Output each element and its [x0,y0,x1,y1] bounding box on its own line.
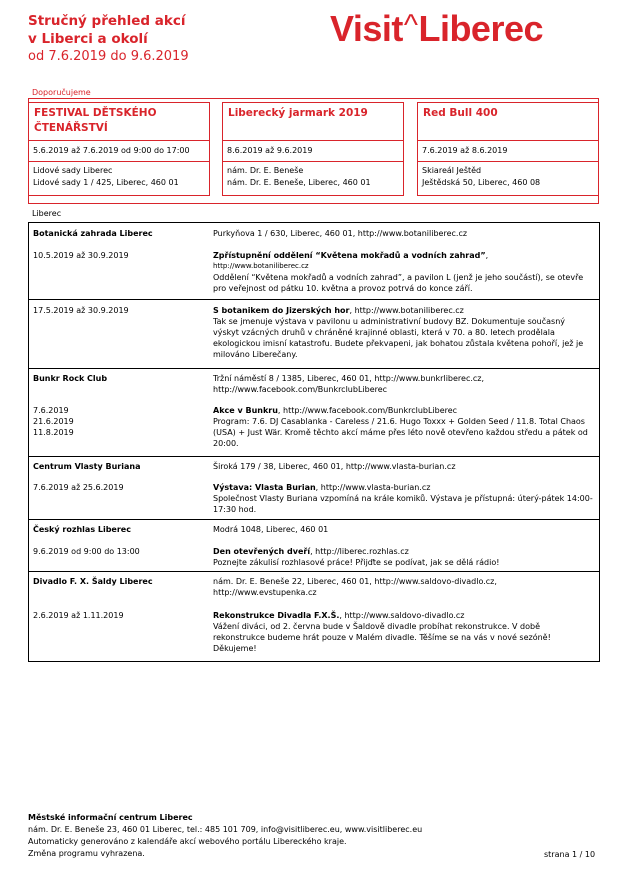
event-date: 21.6.2019 [33,417,74,426]
event-description [213,405,593,449]
card-place-address: nám. Dr. E. Beneše, Liberec, 460 01 [227,178,371,187]
card-place-address: Lidové sady 1 / 425, Liberec, 460 01 [33,178,179,187]
event-text: Program: 7.6. DJ Casablanka - Careless / 21.6. Hugo Toxxx + Golden Seed / 11.8. Total Chaos (USA) + Just Wär. Kromě těchto akcí máme přes léto nově otevřeno každou středu a pátek od 20:00. [213,417,588,448]
footer-contact: nám. Dr. E. Beneše 23, 460 01 Liberec, tel.: 485 101 709, info@visitliberec.eu, www.visitliberec.eu [28,825,423,834]
event-text: Poznejte zákulisí rozhlasové práce! Přijďte se podívat, jak se dělá rádio! [213,558,500,567]
footer-generated-note: Automaticky generováno z kalendáře akcí webového portálu Libereckého kraje. [28,837,347,846]
card-place-name: nám. Dr. E. Beneše [227,166,304,175]
event-title: Výstava: Vlasta Burian [213,483,316,492]
page-number: strana 1 / 10 [544,850,596,859]
recommended-label: Doporučujeme [32,88,91,97]
venue-divider [29,571,599,572]
events-table [28,222,600,662]
document-footer [28,812,422,860]
row-divider [29,299,599,300]
event-date: 11.8.2019 [33,428,74,437]
event-date: 9.6.2019 od 9:00 do 13:00 [33,547,140,556]
recommended-card-festival [28,102,210,196]
card-place [33,165,179,189]
event-link: , http://www.botaniliberec.cz [349,306,464,315]
card-place-name: Lidové sady Liberec [33,166,113,175]
document-header [28,12,189,66]
venue-name: Centrum Vlasty Buriana [33,462,141,471]
card-place [227,165,371,189]
card-place-address: Ještědská 50, Liberec, 460 08 [422,178,541,187]
logo-text-visit: Visit [330,8,403,49]
venue-address: Purkyňova 1 / 630, Liberec, 460 01, http://www.botaniliberec.cz [213,229,468,238]
event-date: 10.5.2019 až 30.9.2019 [33,251,129,260]
venue-address: nám. Dr. E. Beneše 22, Liberec, 460 01, http://www.saldovo-divadlo.cz, http://www.evstupenka.cz [213,577,497,597]
card-date: 8.6.2019 až 9.6.2019 [223,140,403,162]
venue-address: Široká 179 / 38, Liberec, 460 01, http://www.vlasta-burian.cz [213,462,456,471]
venue-name: Divadlo F. X. Šaldy Liberec [33,577,153,586]
event-link: , http://www.vlasta-burian.cz [315,483,431,492]
venue-name: Bunkr Rock Club [33,374,108,383]
card-place [422,165,540,189]
event-title: S botanikem do Jizerských hor [213,306,350,315]
event-title: Den otevřených dveří [213,547,311,556]
card-title: FESTIVAL DĚTSKÉHO ČTENÁŘSTVÍ [34,107,157,134]
header-title-line2: v Liberci a okolí [28,31,148,47]
venue-divider [29,368,599,369]
event-text: Společnost Vlasty Buriana vzpomíná na krále komiků. Výstava je přístupná: úterý-pátek 14:00-17:30 hod. [213,494,593,514]
venue-name: Český rozhlas Liberec [33,525,131,534]
event-description [213,305,593,360]
event-link: , http://www.saldovo-divadlo.cz [339,611,465,620]
event-title: Akce v Bunkru [213,406,278,415]
event-date: 7.6.2019 až 25.6.2019 [33,483,124,492]
event-link: , http://liberec.rozhlas.cz [310,547,409,556]
recommended-card-redbull [417,102,599,196]
card-place-name: Skiareál Ještěd [422,166,482,175]
logo-caret-icon: ^ [403,9,418,42]
venue-name: Botanická zahrada Liberec [33,229,153,238]
event-text: Tak se jmenuje výstava v pavilonu u administrativní budovy BZ. Dokumentuje současný výskyt vzácných druhů v chráněné krajinné oblasti, která v 70. a 80. letech prodělala ekologickou imisní katastrofu. Budete překvapeni, jak bohatou zůstala květena pohoří, jež je milováno Liberečany. [213,317,584,359]
event-description [213,610,593,654]
card-title: Liberecký jarmark 2019 [228,107,368,119]
venue-address: Tržní náměstí 8 / 1385, Liberec, 460 01, http://www.bunkrliberec.cz, http://www.facebook.com/BunkrclubLiberec [213,374,485,394]
event-description [213,482,593,515]
logo-text-liberec: Liberec [418,8,544,49]
event-date: 2.6.2019 až 1.11.2019 [33,611,124,620]
venue-address: Modrá 1048, Liberec, 460 01 [213,525,329,534]
header-title-line1: Stručný přehled akcí [28,13,186,29]
event-title: Rekonstrukce Divadla F.X.Š. [213,611,340,620]
city-label: Liberec [32,209,62,218]
event-description: Zpřístupnění oddělení “Květena mokřadů a vodních zahrad”, http://www.botaniliberec.cz Oddělení “Květena mokřadů a vodních zahrad”, a pavilon L (jenž je jeho součástí), se otevře pro veřejnost od pátku 10. května a provoz potrvá do konce září. [213,250,593,294]
event-date: 7.6.2019 [33,406,69,415]
event-dates [33,405,74,438]
event-title: Zpřístupnění oddělení “Květena mokřadů a vodních zahrad” [213,251,486,260]
event-text: Vážení diváci, od 2. června bude v Šaldově divadle probíhat rekonstrukce. V době rekonstrukce budeme hrát pouze v Malém divadle. Těšíme se na vás v nové sezóně! Děkujeme! [213,622,551,653]
venue-divider [29,519,599,520]
event-text: Oddělení “Květena mokřadů a vodních zahrad”, a pavilon L (jenž je jeho součástí), se otevře pro veřejnost od pátku 10. května a provoz potrvá do konce září. [213,273,584,293]
footer-title: Městské informační centrum Liberec [28,813,193,822]
header-date-range: od 7.6.2019 do 9.6.2019 [28,49,189,64]
event-link: http://www.botaniliberec.cz [213,262,309,270]
card-title: Red Bull 400 [423,107,498,119]
event-date: 17.5.2019 až 30.9.2019 [33,306,129,315]
venue-divider [29,456,599,457]
card-date: 5.6.2019 až 7.6.2019 od 9:00 do 17:00 [29,140,209,162]
event-description [213,546,593,568]
footer-disclaimer: Změna programu vyhrazena. [28,849,145,858]
recommended-card-jarmark [222,102,404,196]
card-date: 7.6.2019 až 8.6.2019 [418,140,598,162]
visit-liberec-logo [330,8,543,50]
event-link: , http://www.facebook.com/BunkrclubLiberec [277,406,458,415]
